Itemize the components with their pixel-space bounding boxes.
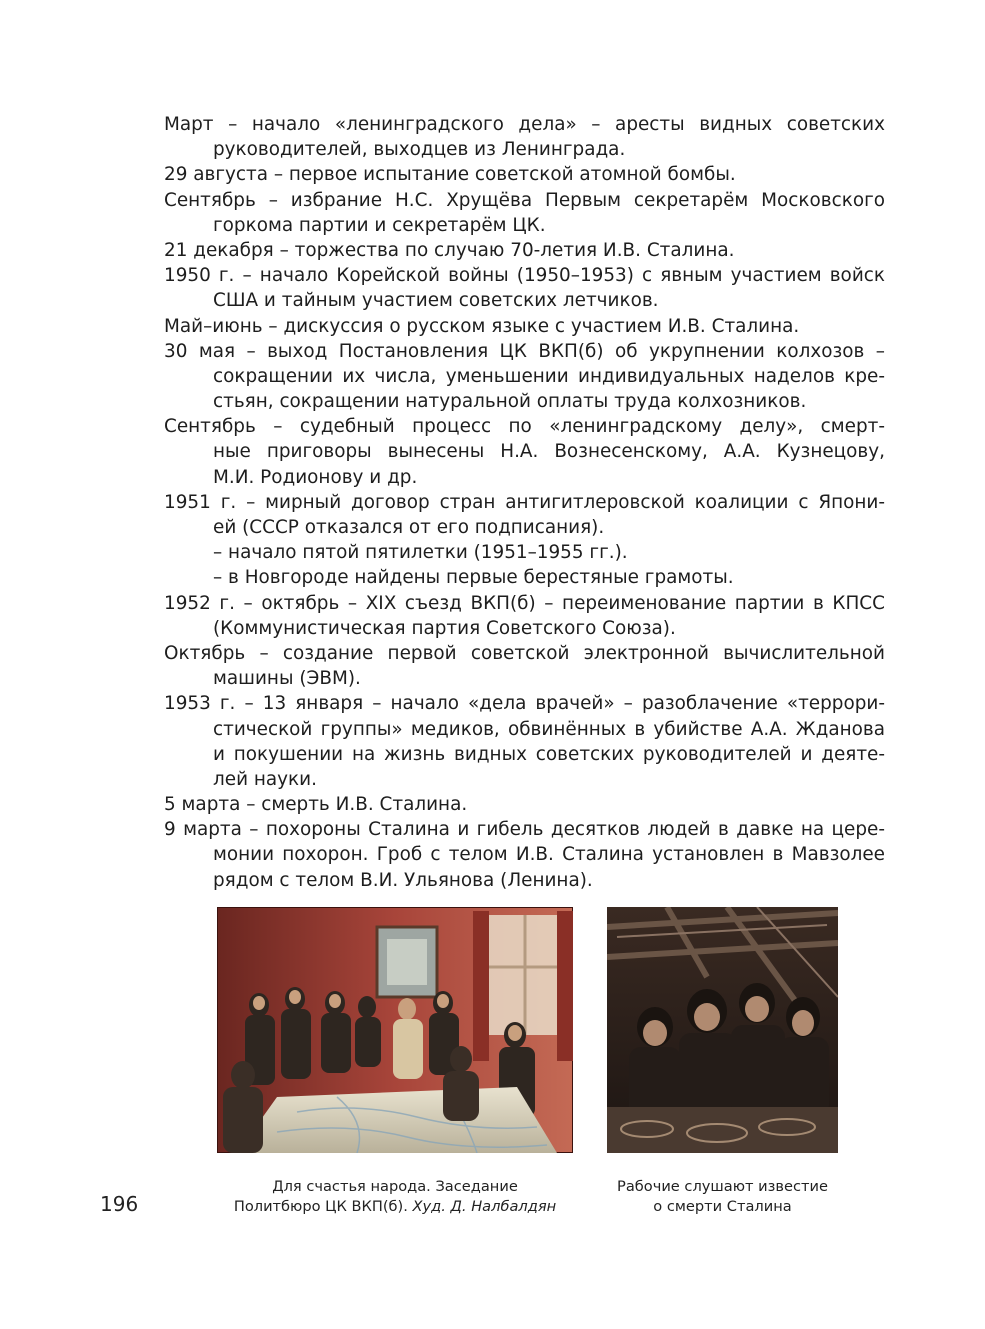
politburo-painting-graphic [217, 907, 573, 1153]
entry-line: Сентябрь – судебный процесс по «ленинградскому делу», смерт- [164, 416, 885, 438]
left-caption-line1: Для счастья народа. Заседание [272, 1178, 518, 1195]
entry-line: 1951 г. – мирный договор стран антигитлеровской коалиции с Япони- [164, 491, 885, 513]
entry-line: монии похорон. Гроб с телом И.В. Сталина установлен в Мавзолее [213, 844, 885, 866]
entry-line: 29 августа – первое испытание советской атомной бомбы. [164, 164, 736, 186]
entry-line: стической группы» медиков, обвинённых в убийстве А.А. Жданова [213, 718, 885, 740]
entry-line: и покушении на жизнь видных советских руководителей и деяте- [213, 743, 885, 765]
entry-line: США и тайным участием советских летчиков. [213, 290, 659, 312]
entry-line: рядом с телом В.И. Ульянова (Ленина). [213, 869, 593, 891]
entry-line: (Коммунистическая партия Советского Союза). [213, 617, 676, 639]
entry-line: – в Новгороде найдены первые берестяные грамоты. [213, 567, 734, 589]
entry-line: 30 мая – выход Постановления ЦК ВКП(б) об укрупнении колхозов – [164, 340, 885, 362]
entry-line: – начало пятой пятилетки (1951–1955 гг.). [213, 542, 628, 564]
politburo-painting [217, 907, 573, 1153]
chronology-entry [164, 817, 885, 893]
entry-line: горкома партии и секретарём ЦК. [213, 214, 546, 236]
entry-line: Октябрь – создание первой советской электронной вычислительной [164, 642, 885, 664]
chronology-entry [164, 490, 885, 591]
chronology-entry [164, 162, 885, 187]
entry-line: 9 марта – похороны Сталина и гибель десятков людей в давке на цере- [164, 819, 885, 841]
left-caption-artist: Худ. Д. Налбалдян [412, 1198, 557, 1215]
entry-line: 5 марта – смерть И.В. Сталина. [164, 794, 468, 816]
entry-line: стьян, сокращении натуральной оплаты труда колхозников. [213, 391, 807, 413]
chronology-entry [164, 591, 885, 641]
workers-photo-graphic [607, 907, 838, 1153]
page-number: 196 [100, 1192, 139, 1216]
entry-line: 21 декабря – торжества по случаю 70-летия И.В. Сталина. [164, 239, 735, 261]
entry-line: машины (ЭВМ). [213, 668, 361, 690]
chronology-entry [164, 263, 885, 313]
entry-line: ей (СССР отказался от его подписания). [213, 517, 605, 538]
chronology-entry [164, 112, 885, 162]
entry-line: Март – начало «ленинградского дела» – аресты видных советских [164, 114, 885, 135]
entry-line: руководителей, выходцев из Ленинграда. [213, 139, 626, 161]
entry-line: 1950 г. – начало Корейской войны (1950–1953) с явным участием войск [164, 265, 885, 287]
entry-line: лей науки. [213, 768, 317, 790]
chronology-entry [164, 339, 885, 415]
entry-line: 1952 г. – октябрь – XIX съезд ВКП(б) – переименование партии в КПСС [164, 592, 885, 614]
entry-line: сокращении их числа, уменьшении индивидуальных наделов кре- [213, 365, 885, 387]
right-caption-line1: Рабочие слушают известие [617, 1178, 828, 1195]
chronology-entry [164, 792, 885, 817]
right-figure-caption [600, 1177, 845, 1217]
chronology-entry [164, 314, 885, 339]
chronology-entry [164, 641, 885, 691]
chronology-entry [164, 414, 885, 490]
chronology-entry [164, 691, 885, 792]
left-caption-line2-wrap [217, 1197, 573, 1217]
entry-line: Сентябрь – избрание Н.С. Хрущёва Первым секретарём Московского [164, 189, 885, 211]
right-caption-line2: о смерти Сталина [653, 1198, 792, 1215]
entry-line: ные приговоры вынесены Н.А. Вознесенскому, А.А. Кузнецову, [213, 441, 885, 463]
entry-line: 1953 г. – 13 января – начало «дела врачей» – разоблачение «террори- [164, 693, 885, 715]
chronology-entry [164, 238, 885, 263]
chronology-entry [164, 188, 885, 238]
left-caption-line2: Политбюро ЦК ВКП(б). [233, 1198, 408, 1215]
chronology-text [164, 112, 885, 893]
left-figure-caption [217, 1177, 573, 1217]
entry-line: Май–июнь – дискуссия о русском языке с участием И.В. Сталина. [164, 315, 800, 337]
workers-photo [607, 907, 838, 1153]
entry-line: М.И. Родионову и др. [213, 466, 418, 488]
